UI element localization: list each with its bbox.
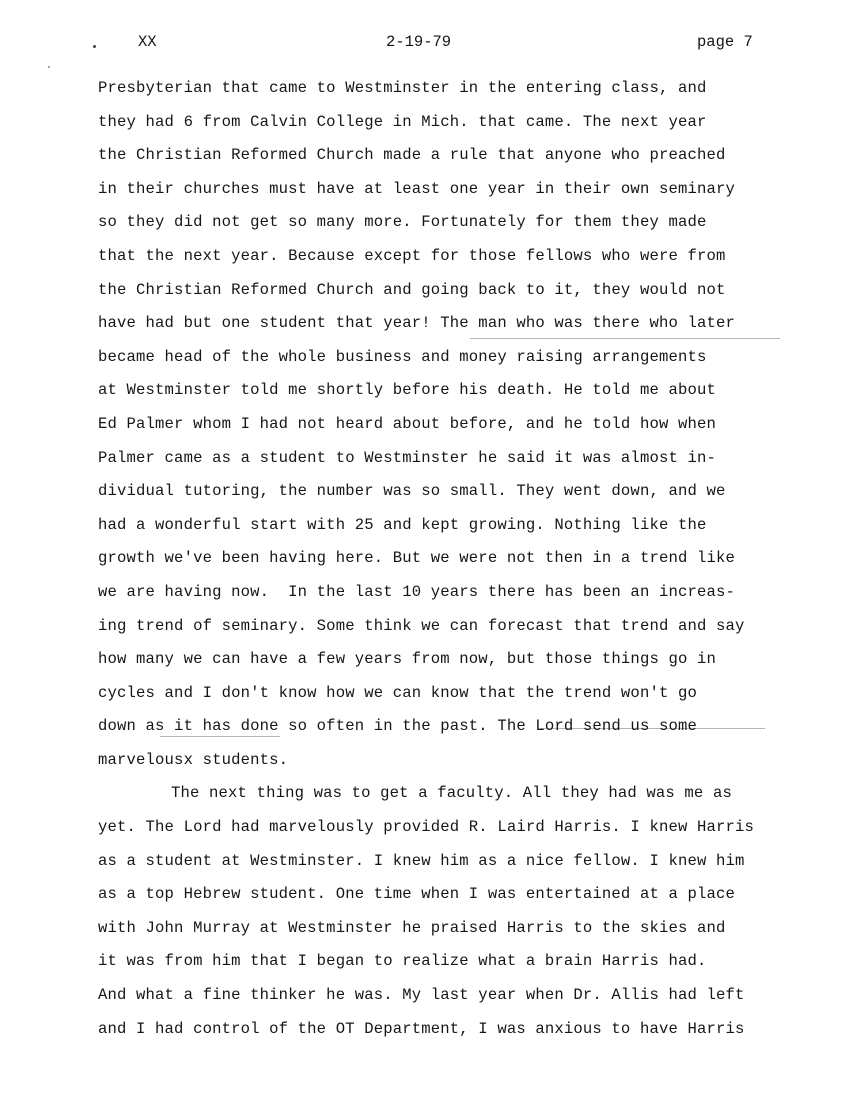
transcript-body — [98, 72, 818, 1046]
text-line: the Christian Reformed Church and going back to it, they would not — [98, 280, 726, 299]
text-line: Presbyterian that came to Westminster in the entering class, and — [98, 79, 707, 97]
text-line: so they did not get so many more. Fortunately for them they made — [98, 213, 707, 232]
text-line: it was from him that I began to realize what a brain Harris had. — [98, 952, 707, 971]
text-line: that the next year. Because except for those fellows who were from — [98, 246, 726, 265]
text-line: with John Murray at Westminster he praised Harris to the skies and — [98, 918, 726, 937]
header-code: XX — [138, 33, 157, 51]
text-line: down as it has done so often in the past. The Lord send us some — [98, 717, 697, 736]
text-line: we are having now. In the last 10 years there has been an increas- — [98, 582, 736, 601]
text-line: in their churches must have at least one year in their own seminary — [98, 179, 736, 198]
paragraph-start-line: The next thing was to get a faculty. All they had was me as — [171, 784, 732, 803]
text-line: cycles and I don't know how we can know that the trend won't go — [98, 683, 697, 702]
text-line: growth we've been having here. But we were not then in a trend like — [98, 549, 736, 568]
text-line: had a wonderful start with 25 and kept growing. Nothing like the — [98, 515, 707, 534]
text-line: marvelousx students. — [98, 750, 289, 769]
text-line: how many we can have a few years from now, but those things go in — [98, 650, 717, 669]
text-line: they had 6 from Calvin College in Mich. that came. The next year — [98, 112, 707, 131]
header-page-number: page 7 — [697, 33, 753, 51]
scan-speck — [48, 66, 50, 68]
text-line: at Westminster told me shortly before his death. He told me about — [98, 381, 717, 400]
text-line: Palmer came as a student to Westminster he said it was almost in- — [98, 448, 717, 467]
text-line: became head of the whole business and money raising arrangements — [98, 347, 707, 366]
text-line: as a student at Westminster. I knew him as a nice fellow. I knew him — [98, 851, 745, 870]
page-header — [0, 33, 853, 53]
text-line: as a top Hebrew student. One time when I was entertained at a place — [98, 885, 736, 904]
text-line: have had but one student that year! The man who was there who later — [98, 314, 736, 333]
text-line: dividual tutoring, the number was so small. They went down, and we — [98, 482, 726, 501]
text-line: and I had control of the OT Department, I was anxious to have Harris — [98, 1019, 745, 1038]
text-line: ing trend of seminary. Some think we can forecast that trend and say — [98, 616, 745, 635]
text-line: Ed Palmer whom I had not heard about before, and he told how when — [98, 414, 717, 433]
header-date: 2-19-79 — [386, 33, 452, 51]
text-line: And what a fine thinker he was. My last year when Dr. Allis had left — [98, 986, 745, 1005]
text-line: yet. The Lord had marvelously provided R. Laird Harris. I knew Harris — [98, 818, 755, 837]
text-line: the Christian Reformed Church made a rule that anyone who preached — [98, 146, 726, 165]
